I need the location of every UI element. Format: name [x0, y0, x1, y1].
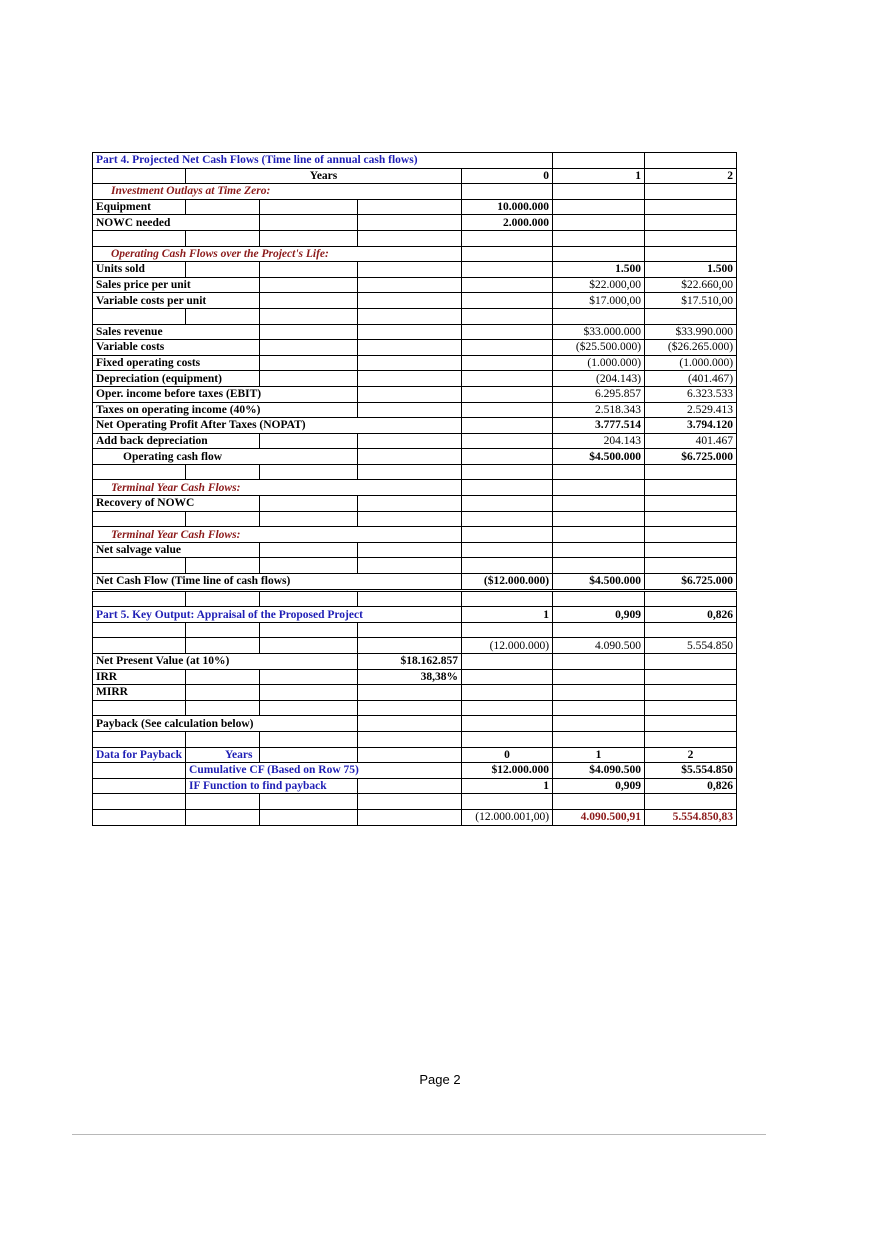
empty-cell [645, 590, 737, 607]
empty-cell [260, 558, 358, 574]
units-label: Units sold [93, 262, 186, 278]
empty-cell [462, 669, 553, 685]
year-0: 0 [462, 168, 553, 184]
empty-cell [93, 168, 186, 184]
empty-cell [645, 700, 737, 716]
ocf-y2: $6.725.000 [645, 449, 737, 465]
empty-cell [553, 527, 645, 543]
terminal-header-1: Terminal Year Cash Flows: [93, 480, 462, 496]
blank-row [93, 794, 737, 810]
empty-cell [93, 464, 186, 480]
blank-row [93, 511, 737, 527]
empty-cell [358, 371, 462, 387]
factor-y1: 0,909 [553, 607, 645, 623]
investment-header-row [93, 184, 737, 200]
year-2: 2 [645, 168, 737, 184]
empty-cell [553, 464, 645, 480]
empty-cell [260, 511, 358, 527]
npv-row [93, 654, 737, 670]
empty-cell [260, 794, 358, 810]
empty-cell [358, 542, 462, 558]
final-row [93, 809, 737, 825]
vc-row [93, 340, 737, 356]
data-payback-label: Data for Payback [93, 747, 186, 763]
empty-cell [260, 230, 358, 246]
cash-flow-spreadsheet [92, 152, 737, 826]
empty-cell [358, 215, 462, 231]
empty-cell [462, 480, 553, 496]
empty-cell [462, 230, 553, 246]
cumulative-row [93, 763, 737, 779]
empty-cell [462, 496, 553, 512]
fixed-y1: (1.000.000) [553, 355, 645, 371]
empty-cell [93, 700, 186, 716]
empty-cell [358, 747, 462, 763]
empty-cell [358, 558, 462, 574]
ncf-row [93, 574, 737, 591]
data-year-2: 2 [645, 747, 737, 763]
npv-value: $18.162.857 [358, 654, 462, 670]
ebit-y2: 6.323.533 [645, 386, 737, 402]
empty-cell [462, 622, 553, 638]
empty-cell [358, 262, 462, 278]
dep-row [93, 371, 737, 387]
tax-row [93, 402, 737, 418]
empty-cell [93, 308, 186, 324]
pv-row [93, 638, 737, 654]
empty-cell [462, 277, 553, 293]
irr-row [93, 669, 737, 685]
factor-y2: 0,826 [645, 607, 737, 623]
empty-cell [93, 511, 186, 527]
empty-cell [358, 449, 462, 465]
ebit-y1: 6.295.857 [553, 386, 645, 402]
empty-cell [358, 386, 462, 402]
pv-y2: 5.554.850 [645, 638, 737, 654]
blank-row [93, 308, 737, 324]
empty-cell [462, 464, 553, 480]
tax-y1: 2.518.343 [553, 402, 645, 418]
empty-cell [260, 622, 358, 638]
empty-cell [553, 669, 645, 685]
fixed-row [93, 355, 737, 371]
blank-row [93, 731, 737, 747]
revenue-y1: $33.000.000 [553, 324, 645, 340]
tax-label: Taxes on operating income (40%) [93, 402, 358, 418]
empty-cell [358, 794, 462, 810]
revenue-row [93, 324, 737, 340]
empty-cell [358, 809, 462, 825]
nopat-y1: 3.777.514 [553, 418, 645, 434]
empty-cell [645, 794, 737, 810]
empty-cell [93, 763, 186, 779]
empty-cell [462, 527, 553, 543]
part4-title-row [93, 153, 737, 169]
irr-value: 38,38% [358, 669, 462, 685]
empty-cell [93, 230, 186, 246]
if-y0: 1 [462, 778, 553, 794]
empty-cell [358, 293, 462, 309]
salvage-label: Net salvage value [93, 542, 260, 558]
ocf-row [93, 449, 737, 465]
empty-cell [358, 685, 462, 701]
part5-title-row [93, 607, 737, 623]
ebit-label: Oper. income before taxes (EBIT) [93, 386, 358, 402]
empty-cell [553, 215, 645, 231]
empty-cell [462, 542, 553, 558]
pv-y0: (12.000.000) [462, 638, 553, 654]
final-y0: (12.000.001,00) [462, 809, 553, 825]
irr-label: IRR [93, 669, 186, 685]
empty-cell [186, 622, 260, 638]
terminal-header-row [93, 527, 737, 543]
empty-cell [186, 685, 260, 701]
cumulative-label: Cumulative CF (Based on Row 75) [186, 763, 462, 779]
empty-cell [260, 464, 358, 480]
payback-label: Payback (See calculation below) [93, 716, 358, 732]
empty-cell [645, 230, 737, 246]
if-label: IF Function to find payback [186, 778, 358, 794]
blank-row [93, 558, 737, 574]
empty-cell [260, 685, 358, 701]
empty-cell [358, 511, 462, 527]
nopat-y2: 3.794.120 [645, 418, 737, 434]
empty-cell [358, 277, 462, 293]
dep-y1: (204.143) [553, 371, 645, 387]
empty-cell [645, 184, 737, 200]
pv-y1: 4.090.500 [553, 638, 645, 654]
ncf-y1: $4.500.000 [553, 574, 645, 591]
empty-cell [553, 153, 645, 169]
empty-cell [186, 308, 260, 324]
empty-cell [358, 230, 462, 246]
npv-label: Net Present Value (at 10%) [93, 654, 358, 670]
empty-cell [462, 418, 553, 434]
data-year-1: 1 [553, 747, 645, 763]
empty-cell [462, 262, 553, 278]
empty-cell [645, 246, 737, 262]
empty-cell [645, 199, 737, 215]
if-row [93, 778, 737, 794]
empty-cell [645, 558, 737, 574]
empty-cell [462, 184, 553, 200]
footer-divider [72, 1134, 766, 1135]
fixed-y2: (1.000.000) [645, 355, 737, 371]
empty-cell [553, 496, 645, 512]
empty-cell [553, 246, 645, 262]
empty-cell [186, 199, 260, 215]
years-label: Years [186, 168, 462, 184]
empty-cell [462, 685, 553, 701]
ncf-label: Net Cash Flow (Time line of cash flows) [93, 574, 462, 591]
equipment-row [93, 199, 737, 215]
empty-cell [358, 778, 462, 794]
empty-cell [645, 716, 737, 732]
year-1: 1 [553, 168, 645, 184]
addback-y1: 204.143 [553, 433, 645, 449]
ncf-y2: $6.725.000 [645, 574, 737, 591]
empty-cell [553, 308, 645, 324]
vc-label: Variable costs [93, 340, 260, 356]
if-y2: 0,826 [645, 778, 737, 794]
empty-cell [358, 716, 462, 732]
empty-cell [260, 262, 358, 278]
part4-title: Part 4. Projected Net Cash Flows (Time line of annual cash flows) [93, 153, 553, 169]
empty-cell [186, 809, 260, 825]
empty-cell [358, 622, 462, 638]
cumulative-y0: $12.000.000 [462, 763, 553, 779]
empty-cell [358, 308, 462, 324]
ocf-y1: $4.500.000 [553, 449, 645, 465]
final-y1: 4.090.500,91 [553, 809, 645, 825]
equipment-y0: 10.000.000 [462, 199, 553, 215]
mirr-row [93, 685, 737, 701]
ebit-row [93, 386, 737, 402]
empty-cell [553, 230, 645, 246]
cumulative-y2: $5.554.850 [645, 763, 737, 779]
nopat-row [93, 418, 737, 434]
empty-cell [553, 542, 645, 558]
empty-cell [260, 731, 358, 747]
empty-cell [645, 153, 737, 169]
empty-cell [553, 199, 645, 215]
nowc-row [93, 215, 737, 231]
revenue-y2: $33.990.000 [645, 324, 737, 340]
vcu-label: Variable costs per unit [93, 293, 260, 309]
empty-cell [645, 308, 737, 324]
ncf-y0: ($12.000.000) [462, 574, 553, 591]
empty-cell [645, 480, 737, 496]
addback-label: Add back depreciation [93, 433, 260, 449]
empty-cell [186, 262, 260, 278]
units-row [93, 262, 737, 278]
empty-cell [93, 794, 186, 810]
price-y2: $22.660,00 [645, 277, 737, 293]
empty-cell [462, 449, 553, 465]
nowc-y0: 2.000.000 [462, 215, 553, 231]
empty-cell [462, 731, 553, 747]
empty-cell [260, 590, 358, 607]
empty-cell [462, 794, 553, 810]
investment-header: Investment Outlays at Time Zero: [93, 184, 462, 200]
empty-cell [186, 230, 260, 246]
empty-cell [645, 622, 737, 638]
blank-row [93, 590, 737, 607]
operating-header: Operating Cash Flows over the Project's Life: [93, 246, 462, 262]
empty-cell [186, 794, 260, 810]
terminal-header-2: Terminal Year Cash Flows: [93, 527, 462, 543]
empty-cell [553, 622, 645, 638]
mirr-label: MIRR [93, 685, 186, 701]
units-y2: 1.500 [645, 262, 737, 278]
empty-cell [462, 511, 553, 527]
empty-cell [260, 496, 358, 512]
empty-cell [462, 246, 553, 262]
page-number: Page 2 [419, 1072, 461, 1087]
empty-cell [358, 638, 462, 654]
empty-cell [358, 199, 462, 215]
empty-cell [462, 386, 553, 402]
empty-cell [358, 324, 462, 340]
empty-cell [260, 324, 358, 340]
empty-cell [186, 464, 260, 480]
empty-cell [462, 402, 553, 418]
empty-cell [645, 511, 737, 527]
empty-cell [260, 340, 358, 356]
empty-cell [645, 215, 737, 231]
empty-cell [553, 731, 645, 747]
vcu-row [93, 293, 737, 309]
empty-cell [260, 215, 358, 231]
empty-cell [553, 654, 645, 670]
empty-cell [93, 558, 186, 574]
data-years-label: Years [186, 747, 260, 763]
empty-cell [462, 433, 553, 449]
operating-header-row [93, 246, 737, 262]
empty-cell [260, 542, 358, 558]
cumulative-y1: $4.090.500 [553, 763, 645, 779]
vc-y2: ($26.265.000) [645, 340, 737, 356]
empty-cell [260, 277, 358, 293]
empty-cell [358, 731, 462, 747]
vc-y1: ($25.500.000) [553, 340, 645, 356]
empty-cell [260, 355, 358, 371]
factor-y0: 1 [462, 607, 553, 623]
price-y1: $22.000,00 [553, 277, 645, 293]
empty-cell [186, 669, 260, 685]
empty-cell [645, 669, 737, 685]
empty-cell [553, 700, 645, 716]
empty-cell [358, 355, 462, 371]
empty-cell [358, 590, 462, 607]
years-row [93, 168, 737, 184]
empty-cell [553, 685, 645, 701]
empty-cell [186, 590, 260, 607]
nopat-label: Net Operating Profit After Taxes (NOPAT) [93, 418, 462, 434]
empty-cell [462, 293, 553, 309]
ocf-label: Operating cash flow [93, 449, 358, 465]
empty-cell [645, 542, 737, 558]
fixed-label: Fixed operating costs [93, 355, 260, 371]
if-y1: 0,909 [553, 778, 645, 794]
price-label: Sales price per unit [93, 277, 260, 293]
empty-cell [260, 809, 358, 825]
recovery-label: Recovery of NOWC [93, 496, 260, 512]
units-y1: 1.500 [553, 262, 645, 278]
price-row [93, 277, 737, 293]
empty-cell [553, 558, 645, 574]
payback-row [93, 716, 737, 732]
empty-cell [462, 654, 553, 670]
empty-cell [462, 558, 553, 574]
empty-cell [93, 778, 186, 794]
empty-cell [553, 794, 645, 810]
empty-cell [462, 700, 553, 716]
nowc-label: NOWC needed [93, 215, 260, 231]
empty-cell [553, 716, 645, 732]
empty-cell [358, 340, 462, 356]
empty-cell [358, 433, 462, 449]
vcu-y2: $17.510,00 [645, 293, 737, 309]
empty-cell [93, 590, 186, 607]
addback-row [93, 433, 737, 449]
data-year-0: 0 [462, 747, 553, 763]
empty-cell [462, 340, 553, 356]
empty-cell [358, 496, 462, 512]
empty-cell [93, 638, 186, 654]
dep-y2: (401.467) [645, 371, 737, 387]
recovery-row [93, 496, 737, 512]
empty-cell [462, 716, 553, 732]
empty-cell [462, 308, 553, 324]
empty-cell [645, 527, 737, 543]
empty-cell [645, 654, 737, 670]
empty-cell [186, 700, 260, 716]
salvage-row [93, 542, 737, 558]
empty-cell [462, 355, 553, 371]
empty-cell [462, 371, 553, 387]
empty-cell [93, 809, 186, 825]
empty-cell [645, 464, 737, 480]
blank-row [93, 230, 737, 246]
empty-cell [553, 590, 645, 607]
empty-cell [260, 747, 358, 763]
empty-cell [260, 433, 358, 449]
data-payback-row [93, 747, 737, 763]
empty-cell [260, 308, 358, 324]
empty-cell [260, 700, 358, 716]
revenue-label: Sales revenue [93, 324, 260, 340]
empty-cell [553, 511, 645, 527]
empty-cell [93, 622, 186, 638]
blank-row [93, 622, 737, 638]
empty-cell [260, 371, 358, 387]
empty-cell [553, 184, 645, 200]
dep-label: Depreciation (equipment) [93, 371, 260, 387]
empty-cell [462, 590, 553, 607]
empty-cell [645, 685, 737, 701]
empty-cell [93, 731, 186, 747]
empty-cell [186, 731, 260, 747]
empty-cell [553, 480, 645, 496]
addback-y2: 401.467 [645, 433, 737, 449]
empty-cell [186, 638, 260, 654]
empty-cell [186, 558, 260, 574]
final-y2: 5.554.850,83 [645, 809, 737, 825]
tax-y2: 2.529.413 [645, 402, 737, 418]
empty-cell [186, 511, 260, 527]
empty-cell [358, 700, 462, 716]
vcu-y1: $17.000,00 [553, 293, 645, 309]
empty-cell [645, 496, 737, 512]
empty-cell [358, 402, 462, 418]
empty-cell [260, 638, 358, 654]
blank-row [93, 464, 737, 480]
part5-title: Part 5. Key Output: Appraisal of the Proposed Project [93, 607, 462, 623]
empty-cell [645, 731, 737, 747]
empty-cell [260, 293, 358, 309]
equipment-label: Equipment [93, 199, 186, 215]
blank-row [93, 700, 737, 716]
empty-cell [462, 324, 553, 340]
empty-cell [260, 669, 358, 685]
terminal-header-row [93, 480, 737, 496]
empty-cell [260, 199, 358, 215]
empty-cell [358, 464, 462, 480]
